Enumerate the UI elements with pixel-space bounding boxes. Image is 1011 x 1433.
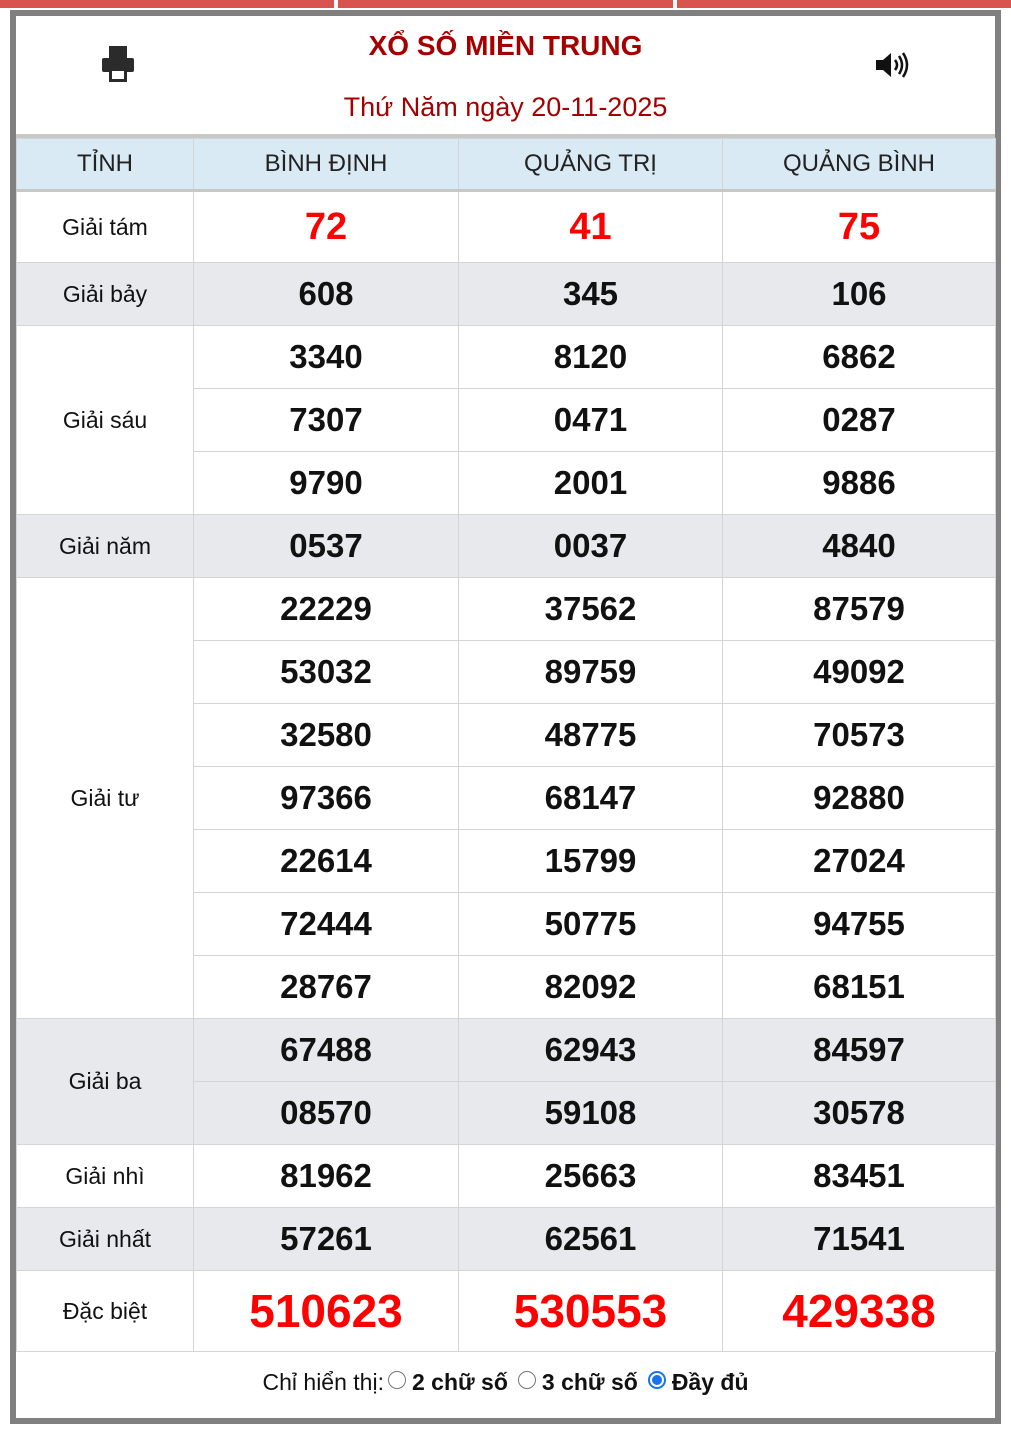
draw-date: Thứ Năm ngày 20-11-2025 <box>343 92 668 122</box>
prize-number: 32580 <box>194 704 459 767</box>
prize-number: 2001 <box>459 452 723 515</box>
prize-number: 81962 <box>194 1145 459 1208</box>
prize-number: 48775 <box>459 704 723 767</box>
table-row <box>17 578 996 641</box>
prize-number: 68151 <box>723 956 996 1019</box>
results-header <box>16 16 995 138</box>
prize-number: 94755 <box>723 893 996 956</box>
special-prize-number: 530553 <box>459 1271 723 1352</box>
prize-number: 50775 <box>459 893 723 956</box>
prize-number: 08570 <box>194 1082 459 1145</box>
prize-label: Giải tám <box>17 191 194 263</box>
table-row <box>17 515 996 578</box>
prize-number: 53032 <box>194 641 459 704</box>
radio-label: Đầy đủ <box>671 1368 749 1395</box>
prize-number: 30578 <box>723 1082 996 1145</box>
table-row <box>17 191 996 263</box>
prize-number: 27024 <box>723 830 996 893</box>
top-tab-bar <box>0 0 1011 8</box>
prize-number: 57261 <box>194 1208 459 1271</box>
display-filter-label: Chỉ hiển thị: <box>262 1368 384 1395</box>
table-row <box>17 1019 996 1082</box>
prize-label: Giải năm <box>17 515 194 578</box>
prize-number: 28767 <box>194 956 459 1019</box>
prize-number: 89759 <box>459 641 723 704</box>
filter-option-3-digits[interactable] <box>516 1369 638 1396</box>
prize-number: 62943 <box>459 1019 723 1082</box>
radio-label: 3 chữ số <box>541 1368 638 1395</box>
top-tab-3[interactable] <box>677 0 1011 8</box>
radio-3-digits[interactable] <box>518 1371 536 1389</box>
prize-number: 67488 <box>194 1019 459 1082</box>
column-header-province: TỈNH <box>17 139 194 191</box>
speaker-icon[interactable] <box>874 50 910 80</box>
top-tab-2[interactable] <box>338 0 672 8</box>
top-tab-1[interactable] <box>0 0 334 8</box>
prize-number: 0287 <box>723 389 996 452</box>
prize-number: 3340 <box>194 326 459 389</box>
table-row <box>17 1271 996 1352</box>
prize-number: 22229 <box>194 578 459 641</box>
prize-number: 84597 <box>723 1019 996 1082</box>
prize-number: 97366 <box>194 767 459 830</box>
prize-number: 15799 <box>459 830 723 893</box>
filter-option-2-digits[interactable] <box>386 1369 508 1396</box>
page-title: XỔ SỐ MIỀN TRUNG <box>368 30 643 61</box>
prize-number: 41 <box>459 191 723 263</box>
prize-number: 22614 <box>194 830 459 893</box>
filter-option-full[interactable] <box>646 1369 749 1396</box>
prize-number: 608 <box>194 263 459 326</box>
prize-label: Đặc biệt <box>17 1271 194 1352</box>
prize-number: 9790 <box>194 452 459 515</box>
prize-number: 0471 <box>459 389 723 452</box>
table-header-row <box>17 139 996 191</box>
table-row <box>17 1145 996 1208</box>
prize-number: 0537 <box>194 515 459 578</box>
prize-number: 345 <box>459 263 723 326</box>
prize-label: Giải nhất <box>17 1208 194 1271</box>
prize-label: Giải bảy <box>17 263 194 326</box>
prize-number: 71541 <box>723 1208 996 1271</box>
special-prize-number: 510623 <box>194 1271 459 1352</box>
radio-label: 2 chữ số <box>411 1368 508 1395</box>
prize-number: 4840 <box>723 515 996 578</box>
special-prize-number: 429338 <box>723 1271 996 1352</box>
prize-number: 72444 <box>194 893 459 956</box>
prize-number: 59108 <box>459 1082 723 1145</box>
table-row <box>17 263 996 326</box>
prize-label: Giải nhì <box>17 1145 194 1208</box>
prize-number: 49092 <box>723 641 996 704</box>
results-panel <box>10 10 1001 1424</box>
prize-number: 92880 <box>723 767 996 830</box>
prize-number: 106 <box>723 263 996 326</box>
prize-number: 70573 <box>723 704 996 767</box>
table-row <box>17 326 996 389</box>
prize-number: 7307 <box>194 389 459 452</box>
prize-number: 6862 <box>723 326 996 389</box>
prize-number: 0037 <box>459 515 723 578</box>
prize-number: 68147 <box>459 767 723 830</box>
prize-number: 37562 <box>459 578 723 641</box>
prize-label: Giải tư <box>17 578 194 1019</box>
prize-number: 72 <box>194 191 459 263</box>
display-filter <box>16 1352 995 1412</box>
radio-2-digits[interactable] <box>388 1371 406 1389</box>
prize-number: 62561 <box>459 1208 723 1271</box>
prize-number: 9886 <box>723 452 996 515</box>
results-table <box>16 138 996 1352</box>
prize-number: 25663 <box>459 1145 723 1208</box>
prize-label: Giải sáu <box>17 326 194 515</box>
prize-number: 83451 <box>723 1145 996 1208</box>
prize-number: 8120 <box>459 326 723 389</box>
prize-number: 75 <box>723 191 996 263</box>
prize-number: 87579 <box>723 578 996 641</box>
column-header-binh-dinh: BÌNH ĐỊNH <box>194 139 459 191</box>
column-header-quang-tri: QUẢNG TRỊ <box>459 139 723 191</box>
prize-number: 82092 <box>459 956 723 1019</box>
table-row <box>17 1208 996 1271</box>
prize-label: Giải ba <box>17 1019 194 1145</box>
radio-full[interactable] <box>648 1371 666 1389</box>
column-header-quang-binh: QUẢNG BÌNH <box>723 139 996 191</box>
